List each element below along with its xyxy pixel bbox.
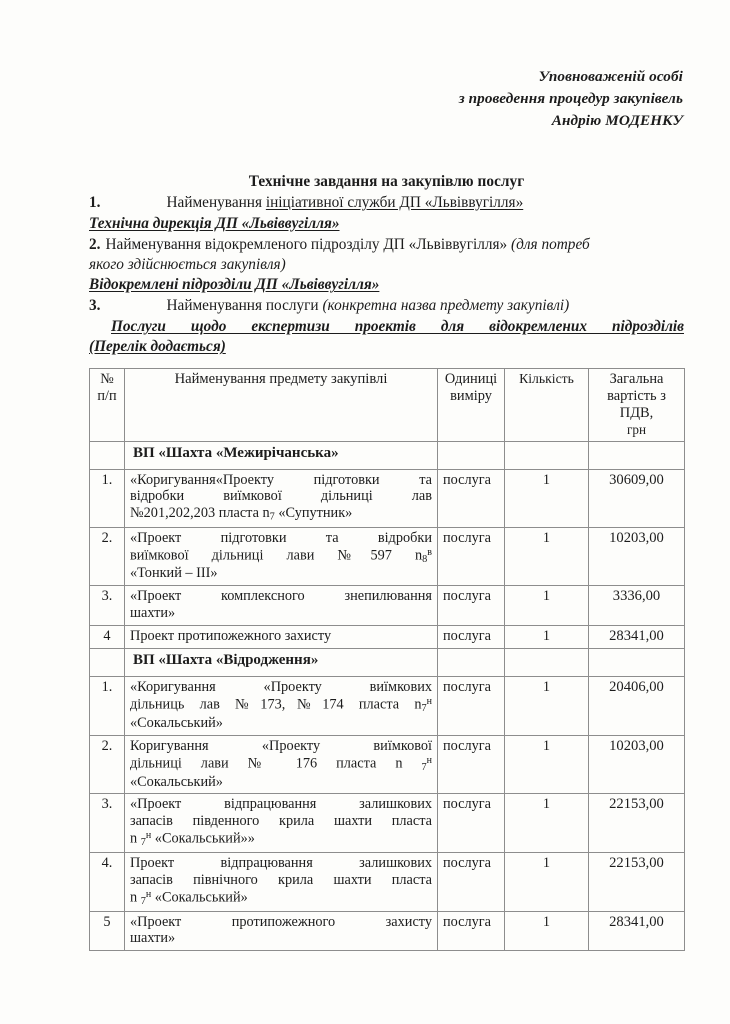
subject-name-line: «Тонкий – III» bbox=[130, 565, 218, 582]
row-quantity: 1 bbox=[505, 794, 589, 853]
row-total-cost: 28341,00 bbox=[589, 625, 685, 648]
section-total-cell bbox=[589, 649, 685, 677]
requirement-item-2 bbox=[89, 235, 684, 255]
row-unit: послуга bbox=[438, 677, 505, 736]
requirement-item-1 bbox=[89, 193, 684, 213]
subject-name-line: «Проект протипожежного захисту bbox=[130, 913, 432, 930]
subject-name-line: «Сокальський» bbox=[130, 714, 223, 731]
row-unit: послуга bbox=[438, 527, 505, 586]
row-quantity: 1 bbox=[505, 911, 589, 951]
procurement-table-wrapper bbox=[89, 368, 684, 951]
row-total-cost: 22153,00 bbox=[589, 853, 685, 912]
item-3-answer-line-1: Послуги щодо експертизи проектів для відокремлених підрозділів bbox=[111, 318, 684, 336]
subject-name-line: №201,202,203 пласта $n_7$ «Супутник» bbox=[130, 505, 353, 523]
column-header-number: № п/п bbox=[90, 369, 125, 442]
row-number: 3. bbox=[90, 794, 125, 853]
table-row bbox=[90, 527, 685, 586]
row-subject-name bbox=[125, 677, 438, 736]
item-3-number: 3. bbox=[89, 297, 101, 315]
row-number: 1. bbox=[90, 469, 125, 527]
procurement-table bbox=[89, 368, 685, 951]
table-section-row bbox=[90, 441, 685, 469]
row-number: 5 bbox=[90, 911, 125, 951]
intro-block bbox=[89, 172, 684, 357]
row-quantity: 1 bbox=[505, 625, 589, 648]
row-number: 4 bbox=[90, 625, 125, 648]
item-1-number: 1. bbox=[89, 193, 101, 211]
section-title: ВП «Шахта «Межирічанська» bbox=[125, 441, 438, 469]
requirement-item-3 bbox=[89, 296, 684, 316]
row-quantity: 1 bbox=[505, 735, 589, 794]
subject-name-line: «Проект відпрацювання залишкових bbox=[130, 796, 432, 813]
table-row bbox=[90, 625, 685, 648]
section-number-cell bbox=[90, 649, 125, 677]
addressee-line-1: Уповноваженій особі bbox=[538, 68, 683, 85]
row-unit: послуга bbox=[438, 586, 505, 626]
row-number: 4. bbox=[90, 853, 125, 912]
subject-name-line: Проект відпрацювання залишкових bbox=[130, 855, 432, 872]
section-number-cell bbox=[90, 441, 125, 469]
row-unit: послуга bbox=[438, 911, 505, 951]
table-row bbox=[90, 794, 685, 853]
row-quantity: 1 bbox=[505, 853, 589, 912]
subject-name-line: запасів південного крила шахти пласта bbox=[130, 813, 432, 830]
section-qty-cell bbox=[505, 649, 589, 677]
item-3-text: Найменування послуги bbox=[166, 297, 323, 315]
addressee-block bbox=[263, 66, 683, 133]
row-unit: послуга bbox=[438, 853, 505, 912]
addressee-line-3: Андрію МОДЕНКУ bbox=[551, 112, 683, 130]
row-total-cost: 10203,00 bbox=[589, 735, 685, 794]
row-subject-name bbox=[125, 586, 438, 626]
row-unit: послуга bbox=[438, 794, 505, 853]
row-number: 1. bbox=[90, 677, 125, 736]
subject-name-line: «Коригування «Проекту виїмкових bbox=[130, 679, 432, 696]
item-2-number: 2. bbox=[89, 235, 101, 253]
section-unit-cell bbox=[438, 441, 505, 469]
subject-name-line: дільниць лав №173,№174 пласта $n_7^н$ bbox=[130, 696, 432, 714]
row-subject-name bbox=[125, 625, 438, 648]
subject-name-line: Проект протипожежного захисту bbox=[130, 627, 332, 644]
subject-name-line: «Коригування«Проекту підготовки та bbox=[130, 471, 432, 488]
row-subject-name bbox=[125, 735, 438, 794]
table-row bbox=[90, 853, 685, 912]
row-unit: послуга bbox=[438, 625, 505, 648]
addressee-line-2: з проведення процедур закупівель bbox=[458, 90, 683, 108]
item-1-text-underlined: ініціативної служби ДП «Львіввугілля» bbox=[265, 193, 524, 211]
row-total-cost: 20406,00 bbox=[589, 677, 685, 736]
subject-name-line: n $_7^н$ «Сокальський»» bbox=[130, 830, 255, 848]
row-unit: послуга bbox=[438, 735, 505, 794]
item-1-answer: Технічна дирекція ДП «Львіввугілля» bbox=[89, 214, 340, 232]
table-body bbox=[90, 441, 685, 951]
section-unit-cell bbox=[438, 649, 505, 677]
table-row bbox=[90, 677, 685, 736]
subject-name-line: Коригування «Проекту виїмкової bbox=[130, 737, 432, 754]
item-2-text: Найменування відокремленого підрозділу ДП «Львіввугілля» bbox=[105, 235, 512, 253]
row-quantity: 1 bbox=[505, 527, 589, 586]
subject-name-line: n $_7^н$ «Сокальський» bbox=[130, 888, 248, 907]
row-total-cost: 28341,00 bbox=[589, 911, 685, 951]
row-total-cost: 30609,00 bbox=[589, 469, 685, 527]
subject-name-line: запасів північного крила шахти пласта bbox=[130, 871, 432, 888]
table-header-row bbox=[90, 369, 685, 442]
row-total-cost: 22153,00 bbox=[589, 794, 685, 853]
section-total-cell bbox=[589, 441, 685, 469]
column-header-quantity: Кількість bbox=[505, 369, 589, 442]
item-3-text-italic: (конкретна назва предмету закупівлі) bbox=[322, 297, 570, 315]
row-number: 2. bbox=[90, 735, 125, 794]
item-2-answer: Відокремлені підрозділи ДП «Львіввугілля» bbox=[89, 276, 380, 294]
table-section-row bbox=[90, 649, 685, 677]
column-header-unit: Одиниці виміру bbox=[438, 369, 505, 442]
subject-name-line: дільниці лави № 176 пласта n $_7^н$ bbox=[130, 754, 432, 773]
subject-name-line: «Проект підготовки та відробки bbox=[130, 529, 432, 546]
table-row bbox=[90, 735, 685, 794]
table-row bbox=[90, 469, 685, 527]
page-title: Технічне завдання на закупівлю послуг bbox=[248, 173, 525, 190]
section-qty-cell bbox=[505, 441, 589, 469]
row-subject-name bbox=[125, 469, 438, 527]
row-total-cost: 10203,00 bbox=[589, 527, 685, 586]
subject-name-line: шахти» bbox=[130, 930, 176, 947]
row-unit: послуга bbox=[438, 469, 505, 527]
row-subject-name bbox=[125, 527, 438, 586]
column-header-name: Найменування предмету закупівлі bbox=[125, 369, 438, 442]
row-subject-name bbox=[125, 794, 438, 853]
item-2-text-italic-b: якого здійснюється закупівля) bbox=[89, 255, 286, 273]
row-quantity: 1 bbox=[505, 586, 589, 626]
table-header bbox=[90, 369, 685, 442]
table-row bbox=[90, 586, 685, 626]
subject-name-line: шахти» bbox=[130, 605, 176, 622]
row-number: 3. bbox=[90, 586, 125, 626]
subject-name-line: «Сокальський» bbox=[130, 773, 223, 790]
row-subject-name bbox=[125, 911, 438, 951]
subject-name-line: виїмкової дільниці лави №597 $n_8^в$ bbox=[130, 546, 432, 565]
item-2-text-italic-a: (для потреб bbox=[511, 235, 590, 253]
table-row bbox=[90, 911, 685, 951]
subject-name-line: «Проект комплексного знепилювання bbox=[130, 588, 432, 605]
section-title: ВП «Шахта «Відродження» bbox=[125, 649, 438, 677]
item-3-answer-line-2: (Перелік додається) bbox=[89, 338, 226, 355]
subject-name-line: відробки виїмкової дільниці лав bbox=[130, 488, 432, 505]
row-quantity: 1 bbox=[505, 469, 589, 527]
row-total-cost: 3336,00 bbox=[589, 586, 685, 626]
row-subject-name bbox=[125, 853, 438, 912]
row-number: 2. bbox=[90, 527, 125, 586]
column-header-total: Загальна вартість з ПДВ, грн bbox=[589, 369, 685, 442]
row-quantity: 1 bbox=[505, 677, 589, 736]
item-1-text: Найменування bbox=[166, 193, 266, 211]
